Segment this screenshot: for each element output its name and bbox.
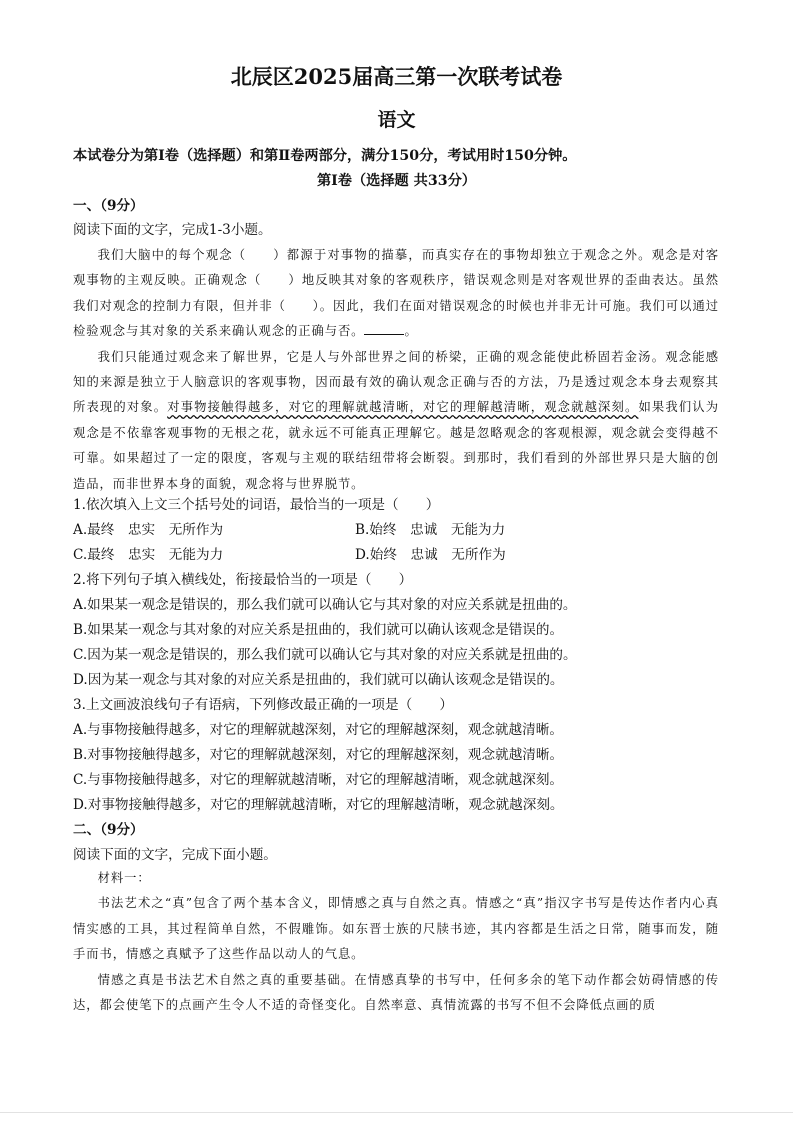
q1-options-row-1: [73, 520, 721, 540]
wavy-underlined-sentence: 对事物接触得越多，对它的理解就越清晰，对它的理解越清晰，观念就越深刻。: [167, 400, 639, 415]
passage-p2-text-a: 我们只能通过观念来了解世界，它是人与外部世界之间的桥梁，正确的观念能使此桥固若金汤。观念能感知的来源是独立于人脑意识的客观事物，因而最有效的确认观念正确与否的方法，乃是透过观念本身去观察其所表现的对象。: [73, 349, 719, 415]
q1-options-row-2: [73, 545, 721, 565]
q2-option-c: C.因为某一观念是错误的，那么我们就可以确认它与其对象的对应关系就是扭曲的。: [73, 647, 577, 663]
material-label: 材料一：: [97, 871, 151, 885]
page-bottom-divider: [0, 1112, 793, 1113]
section2-passage: [73, 866, 719, 1018]
q3-option-d: D.对事物接触得越多，对它的理解就越清晰，对它的理解越清晰，观念就越深刻。: [73, 797, 564, 813]
q3-option-a: A.与事物接触得越多，对它的理解就越深刻，对它的理解越深刻，观念就越清晰。: [73, 722, 563, 738]
section2-heading: 二、（9分）: [73, 822, 144, 838]
exam-intro: 本试卷分为第Ⅰ卷（选择题）和第Ⅱ卷两部分，满分150分，考试用时150分钟。: [73, 148, 577, 164]
q2-option-d: D.因为某一观念与其对象的对应关系是扭曲的，我们就可以确认该观念是错误的。: [73, 672, 564, 688]
q2-option-a: A.如果某一观念是错误的，那么我们就可以确认它与其对象的对应关系就是扭曲的。: [73, 597, 577, 613]
passage-p1-text: 我们大脑中的每个观念（ ）都源于对事物的描摹，而真实存在的事物却独立于观念之外。观念是对客观事物的主观反映。正确观念（ ）地反映其对象的客观秩序，错误观念则是对客观世界的歪曲表达。虽然我们对观念的控制力有限，但并非（ ）。因此，我们在面对错误观念的时候也并非无计可施。我们可以通过检验观念与其对象的关系来确认观念的正确与否。: [73, 248, 719, 339]
material-paragraph-2: 情感之真是书法艺术自然之真的重要基础。在情感真挚的书写中，任何多余的笔下动作都会妨碍情感的传达，都会使笔下的点画产生令人不适的奇怪变化。自然率意、真情流露的书写不但不会降低点画的质: [73, 972, 719, 1013]
section1-instruction: 阅读下面的文字，完成1-3小题。: [73, 222, 272, 238]
q1-option-a: A.最终 忠实 无所作为: [73, 522, 224, 538]
q1-option-b: B.始终 忠诚 无能为力: [355, 522, 506, 538]
q1-option-c: C.最终 忠实 无能为力: [73, 547, 224, 563]
section2-instruction: 阅读下面的文字，完成下面小题。: [73, 847, 277, 863]
section1-passage: [73, 243, 719, 497]
subject-title: 语文: [377, 109, 416, 131]
q2-option-b: B.如果某一观念与其对象的对应关系是扭曲的，我们就可以确认该观念是错误的。: [73, 622, 564, 638]
q3-option-c: C.与事物接触得越多，对它的理解就越清晰，对它的理解越清晰，观念就越深刻。: [73, 772, 564, 788]
exam-title: 北辰区2025届高三第一次联考试卷: [230, 64, 563, 89]
fill-blank-line: [364, 322, 404, 335]
q1-option-d: D.始终 忠诚 无所作为: [355, 547, 506, 563]
part1-heading: 第Ⅰ卷（选择题 共33分）: [316, 173, 476, 189]
passage-p1-end: 。: [404, 324, 418, 339]
q3-stem: 3.上文画波浪线句子有语病，下列修改最正确的一项是（ ）: [73, 697, 453, 713]
passage-p2-text-b: 如果我们认为观念是不依靠客观事物的无根之花，就永远不可能真正理解它。越是忽略观念的客观根源，观念就会变得越不可靠。如果超过了一定的限度，客观与主观的联结纽带将会断裂。到那时，我们看到的外部世界只是大脑的创造品，而非世界本身的面貌，观念将与世界脱节。: [73, 400, 719, 491]
q3-option-b: B.对事物接触得越多，对它的理解就越深刻，对它的理解越深刻，观念就越清晰。: [73, 747, 564, 763]
q1-stem: 1.依次填入上文三个括号处的词语，最恰当的一项是（ ）: [73, 497, 440, 513]
passage-paragraph-1: [73, 243, 719, 345]
q2-stem: 2.将下列句子填入横线处，衔接最恰当的一项是（ ）: [73, 572, 413, 588]
section1-heading: 一、（9分）: [73, 198, 144, 214]
passage-paragraph-2: [73, 345, 719, 497]
material-paragraph-1: 书法艺术之“真”包含了两个基本含义，即情感之真与自然之真。情感之“真”指汉字书写是传达作者内心真情实感的工具，其过程简单自然，不假雕饰。如东晋士族的尺牍书迹，其内容都是生活之日常，随事而发，随手而书，情感之真赋予了这些作品以动人的气息。: [73, 896, 719, 962]
